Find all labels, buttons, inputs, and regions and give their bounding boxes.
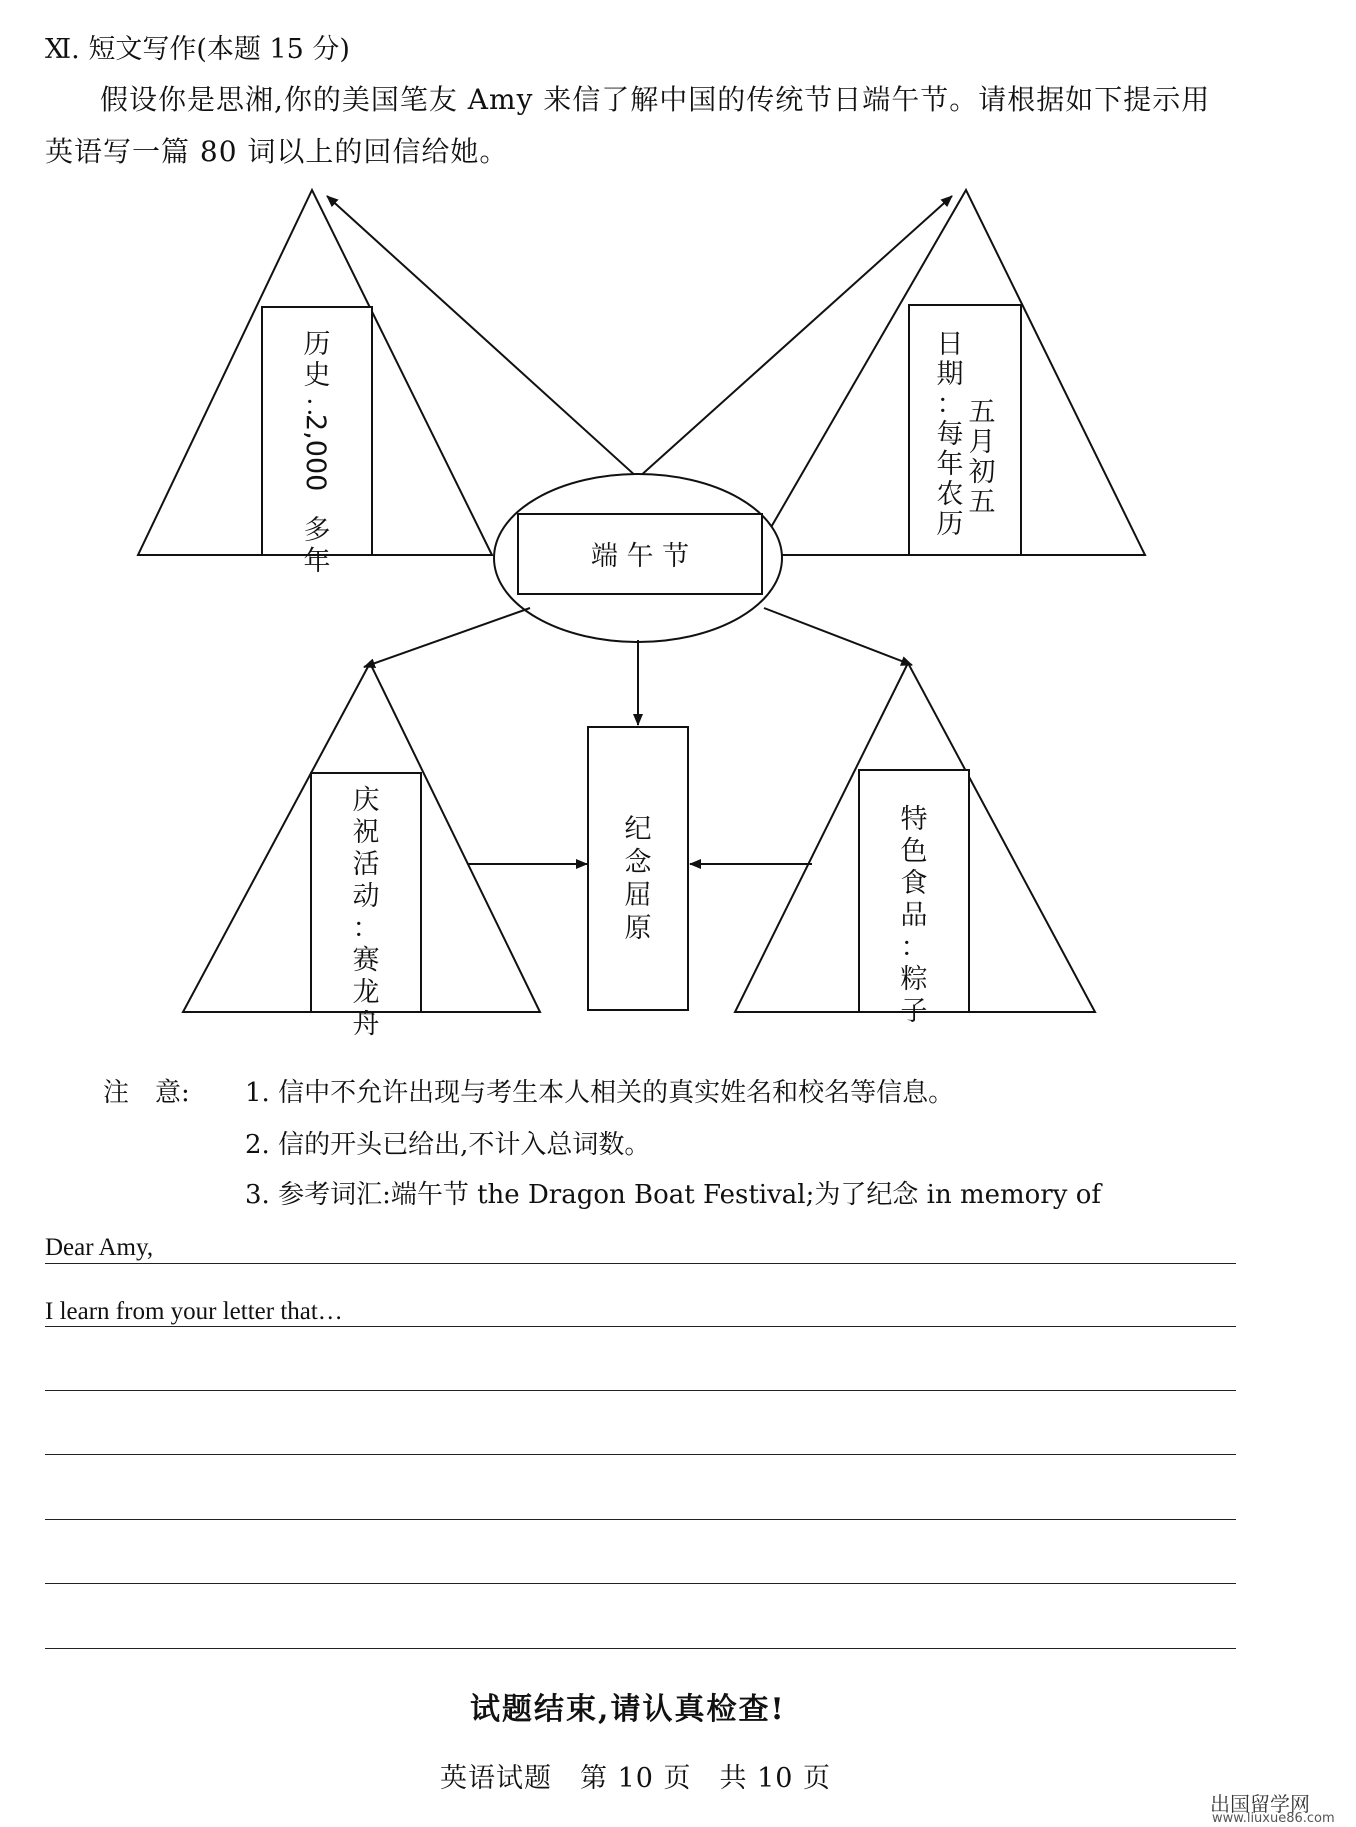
label-character: 年 [936, 449, 964, 480]
watermark-site-name: 出国留学网 [1210, 1792, 1310, 1816]
prompt-line-1: 假设你是思湘,你的美国笔友 Amy 来信了解中国的传统节日端午节。请根据如下提示用 [100, 83, 1211, 116]
writing-line [45, 1583, 1236, 1584]
label-character: 特 [900, 804, 928, 835]
notes-label: 注 意: [103, 1078, 190, 1108]
label-character: 动 [352, 881, 380, 912]
label-character: 屈 [624, 880, 652, 911]
label-character: 舟 [352, 1009, 380, 1040]
date-label [937, 329, 964, 540]
label-character: 品 [900, 900, 928, 931]
arrow-to-history [327, 196, 638, 478]
label-character: 五 [968, 487, 996, 518]
label-character: 纪 [624, 814, 652, 845]
label-character: 龙 [352, 977, 380, 1008]
label-character: 赛 [352, 945, 380, 976]
letter-opening: I learn from your letter that… [45, 1298, 343, 1325]
label-character: ： [352, 913, 380, 944]
label-character: 初 [968, 457, 996, 488]
label-character: 多 [303, 515, 331, 546]
label-character: ： [936, 389, 964, 420]
note-item: 1. 信中不允许出现与考生本人相关的真实姓名和校名等信息。 [245, 1078, 955, 1108]
writing-line [45, 1519, 1236, 1520]
label-character: 子 [900, 996, 928, 1027]
label-character: 食 [900, 868, 928, 899]
label-character: 期 [936, 359, 964, 390]
label-character: 祝 [352, 817, 380, 848]
celebration-label [353, 785, 380, 1040]
writing-line [45, 1454, 1236, 1455]
page-footer: 英语试题 第 10 页 共 10 页 [440, 1763, 832, 1794]
label-character: 活 [352, 849, 380, 880]
history-label [300, 329, 331, 577]
date-box [909, 305, 1021, 555]
writing-line [45, 1263, 1236, 1264]
label-fragment: 2,000 [300, 414, 331, 492]
label-character: ： [900, 932, 928, 963]
label-character: 庆 [352, 785, 380, 816]
center-label: 端 午 节 [590, 541, 690, 572]
label-character: 原 [624, 913, 652, 944]
letter-greeting: Dear Amy, [45, 1234, 154, 1261]
label-character: 日 [936, 329, 964, 360]
label-character: 历 [936, 509, 964, 540]
arrow-to-date [638, 196, 952, 478]
label-character: 粽 [900, 964, 928, 995]
prompt-line-2: 英语写一篇 80 词以上的回信给她。 [45, 135, 509, 168]
label-character: 年 [303, 546, 331, 577]
label-character: 史 [303, 360, 331, 391]
label-character: 每 [936, 419, 964, 450]
writing-line [45, 1326, 1236, 1327]
writing-line [45, 1390, 1236, 1391]
section-heading: Ⅺ. 短文写作(本题 15 分) [45, 34, 350, 65]
label-character: 念 [624, 847, 652, 878]
label-character: 色 [900, 836, 928, 867]
label-character: 历 [303, 329, 331, 360]
arrow-to-food [764, 608, 912, 665]
label-character: 五 [968, 397, 996, 428]
food-label [901, 804, 929, 1027]
writing-line [45, 1648, 1236, 1649]
end-message: 试题结束,请认真检查! [470, 1692, 786, 1727]
date-label-value [969, 397, 996, 518]
note-item: 2. 信的开头已给出,不计入总词数。 [245, 1130, 651, 1160]
note-item: 3. 参考词汇:端午节 the Dragon Boat Festival;为了纪念 in memory of [245, 1180, 1101, 1210]
arrow-to-celebration [364, 608, 530, 667]
label-character: 月 [968, 427, 996, 458]
label-character: 农 [936, 479, 964, 510]
watermark-url: www.liuxue86.com [1212, 1811, 1335, 1826]
label-character: ： [303, 391, 331, 422]
